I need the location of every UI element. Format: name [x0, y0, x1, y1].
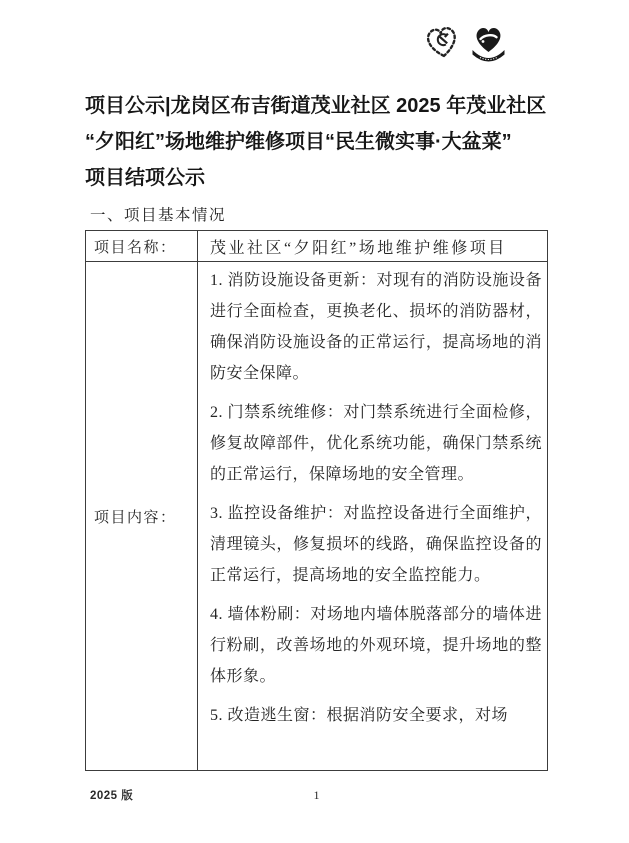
title-line-3: 项目结项公示 — [85, 167, 205, 189]
project-content-value — [198, 262, 547, 770]
section-heading: 一、项目基本情况 — [90, 207, 227, 224]
footer-page-number: 1 — [313, 788, 320, 802]
content-paragraph-1: 1. 消防设施设备更新：对现有的消防设施设备进行全面检查，更换老化、损坏的消防器材，确保消防设施设备的正常运行，提高场地的消防安全保障。 — [210, 272, 542, 382]
project-name-value: 茂业社区“夕阳红”场地维护维修项目 — [210, 239, 507, 257]
title-line-1: 项目公示|龙岗区布吉街道茂业社区 2025 年茂业社区 — [85, 95, 547, 117]
content-paragraph-2: 2. 门禁系统维修：对门禁系统进行全面检修，修复故障部件，优化系统功能，确保门禁系统的正常运行，保障场地的安全管理。 — [210, 404, 542, 483]
document-title — [85, 88, 584, 196]
project-name-label: 项目名称： — [86, 231, 198, 261]
project-content-label: 项目内容： — [86, 262, 198, 770]
content-paragraph-4: 4. 墙体粉刷：对场地内墙体脱落部分的墙体进行粉刷，改善场地的外观环境，提升场地的整体形象。 — [210, 606, 542, 685]
content-paragraph-5: 5. 改造逃生窗：根据消防安全要求，对场 — [210, 707, 509, 724]
title-line-2: “夕阳红”场地维护维修项目“民生微实事·大盆菜” — [85, 131, 512, 153]
party-heart-logo — [422, 21, 462, 63]
content-paragraph-3: 3. 监控设备维护：对监控设备进行全面维护，清理镜头，修复损坏的线路，确保监控设备的正常运行，提高场地的安全监控能力。 — [210, 505, 542, 584]
project-info-table — [85, 230, 548, 771]
table-row-project-content — [86, 262, 547, 770]
heart-hands-logo — [466, 21, 511, 69]
header-logos — [422, 21, 511, 69]
table-row-project-name — [86, 231, 547, 262]
footer-version-label: 2025 版 — [90, 790, 134, 802]
